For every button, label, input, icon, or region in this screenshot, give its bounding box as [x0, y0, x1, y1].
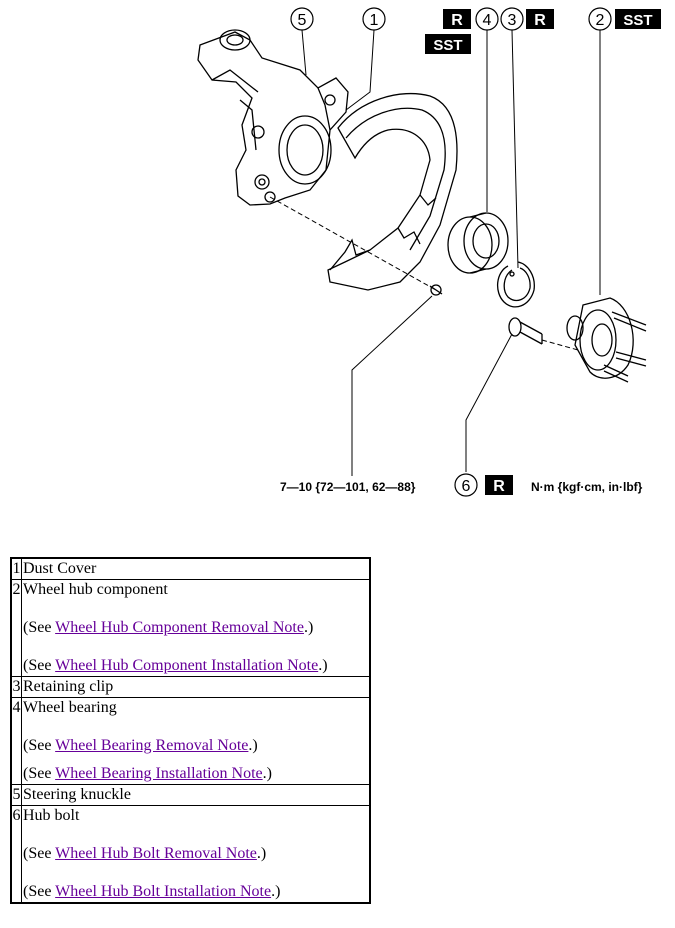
wheel-hub-bolt-removal-note-link[interactable]: Wheel Hub Bolt Removal Note [55, 845, 257, 862]
callout-5 [291, 8, 313, 30]
svg-text:4: 4 [482, 12, 492, 29]
table-row [11, 806, 370, 904]
part-number: 3 [11, 677, 22, 698]
part-description [22, 785, 371, 806]
part-note: (See Wheel Hub Component Removal Note.) [23, 619, 314, 636]
part-note: (See Wheel Hub Bolt Installation Note.) [23, 883, 281, 900]
callout-2 [589, 8, 611, 30]
part-name: Hub bolt [23, 807, 80, 824]
leader-lines [302, 30, 600, 476]
sst-tag-4 [425, 34, 471, 54]
steering-knuckle-drawing [198, 30, 348, 205]
callout-4 [476, 8, 498, 30]
part-note: (See Wheel Hub Component Installation Note.) [23, 657, 328, 674]
part-number: 5 [11, 785, 22, 806]
replace-tag-4 [443, 9, 471, 29]
table-row [11, 698, 370, 785]
part-number: 2 [11, 580, 22, 677]
svg-text:3: 3 [507, 12, 517, 29]
part-description [22, 558, 371, 580]
part-note: (See Wheel Hub Bolt Removal Note.) [23, 845, 267, 862]
svg-text:6: 6 [461, 478, 471, 495]
svg-text:1: 1 [369, 12, 379, 29]
part-number: 6 [11, 806, 22, 904]
hub-bolt-drawing [509, 318, 542, 344]
part-description [22, 677, 371, 698]
wheel-bearing-removal-note-link[interactable]: Wheel Bearing Removal Note [55, 737, 249, 754]
part-name: Wheel hub component [23, 581, 168, 598]
part-name: Wheel bearing [23, 699, 117, 716]
wheel-hub-component-installation-note-link[interactable]: Wheel Hub Component Installation Note [55, 657, 319, 674]
part-name: Steering knuckle [23, 786, 131, 803]
part-number: 1 [11, 558, 22, 580]
part-description [22, 806, 371, 904]
svg-text:SST: SST [623, 12, 653, 29]
part-note: (See Wheel Bearing Removal Note.) [23, 737, 258, 754]
torque-value: 7—10 {72—101, 62—88} [280, 480, 416, 494]
wheel-hub-bolt-installation-note-link[interactable]: Wheel Hub Bolt Installation Note [55, 883, 272, 900]
wheel-bearing-installation-note-link[interactable]: Wheel Bearing Installation Note [55, 765, 263, 782]
svg-text:5: 5 [297, 12, 307, 29]
svg-text:R: R [493, 478, 505, 495]
table-row [11, 580, 370, 677]
part-description [22, 698, 371, 785]
table-row [11, 677, 370, 698]
wheel-bearing-drawing [448, 213, 508, 273]
callout-6 [455, 474, 477, 496]
callout-3 [501, 8, 523, 30]
part-description [22, 580, 371, 677]
part-number: 4 [11, 698, 22, 785]
nut-drawing [430, 285, 442, 295]
dust-cover-drawing [328, 94, 457, 290]
svg-text:R: R [451, 12, 463, 29]
wheel-hub-component-removal-note-link[interactable]: Wheel Hub Component Removal Note [55, 619, 304, 636]
wheel-hub-drawing [567, 298, 646, 382]
part-note: (See Wheel Bearing Installation Note.) [23, 765, 272, 782]
svg-text:R: R [534, 12, 546, 29]
torque-units: N·m {kgf·cm, in·lbf} [531, 480, 643, 494]
table-row [11, 558, 370, 580]
callout-1 [363, 8, 385, 30]
part-name: Retaining clip [23, 678, 114, 695]
sst-tag-2 [615, 9, 661, 29]
part-name: Dust Cover [23, 560, 97, 577]
replace-tag-3 [526, 9, 554, 29]
retaining-clip-drawing [498, 262, 535, 307]
replace-tag-6 [485, 475, 513, 495]
svg-text:SST: SST [433, 37, 463, 54]
svg-text:2: 2 [595, 12, 605, 29]
parts-table [10, 557, 371, 904]
table-row [11, 785, 370, 806]
